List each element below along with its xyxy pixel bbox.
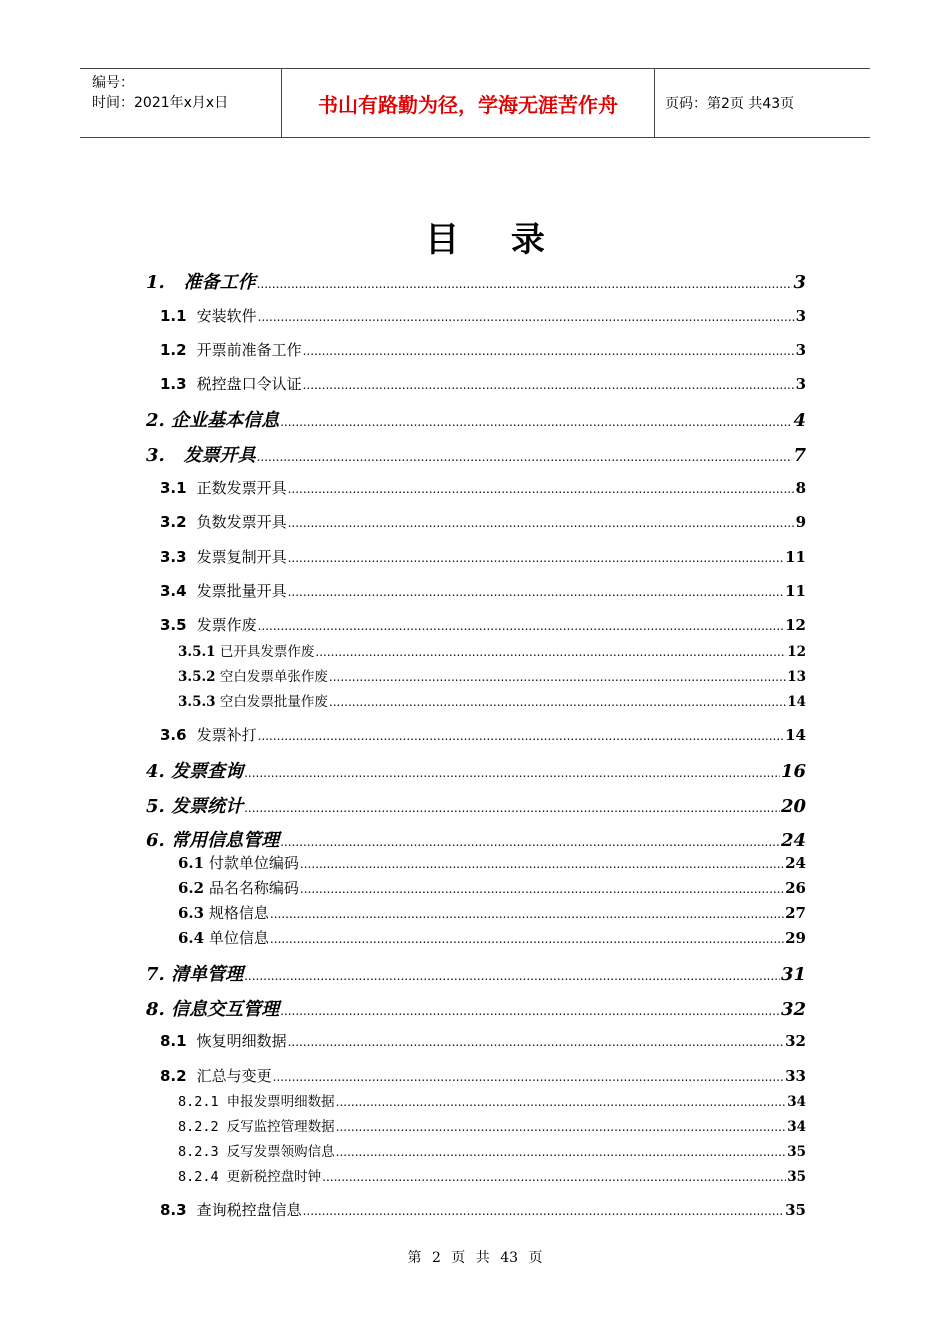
toc-label: 发票作废	[196, 616, 257, 634]
toc-label: 负数发票开具	[196, 513, 287, 531]
toc-number: 3.	[146, 445, 165, 466]
toc-leader	[288, 482, 795, 496]
toc-leader	[244, 969, 780, 983]
toc-number: 2.	[146, 410, 165, 431]
toc-page: 3	[795, 375, 806, 393]
toc-leader	[336, 1120, 787, 1134]
toc-number: 8.3	[160, 1201, 187, 1219]
toc-leader	[270, 907, 784, 921]
toc-label: 常用信息管理	[171, 830, 280, 851]
toc-page: 11	[785, 548, 806, 566]
toc-entry[interactable]	[178, 877, 806, 899]
toc-leader	[244, 801, 780, 815]
toc-label: 汇总与变更	[196, 1067, 272, 1085]
toc-page: 24	[780, 830, 806, 851]
toc-number: 8.2.4	[178, 1169, 219, 1185]
toc-label: 正数发票开具	[196, 479, 287, 497]
toc-number: 3.2	[160, 513, 187, 531]
toc-label: 品名名称编码	[208, 879, 299, 897]
toc-number: 3.3	[160, 548, 187, 566]
toc-entry[interactable]	[160, 614, 806, 636]
code-label: 编号：	[92, 75, 134, 91]
toc-entry[interactable]	[160, 1199, 806, 1221]
toc-label: 清单管理	[171, 964, 244, 985]
toc-label: 空白发票批量作废	[219, 694, 328, 710]
toc-number: 1.	[146, 272, 165, 293]
toc-entry[interactable]	[160, 339, 806, 361]
toc-leader	[315, 645, 786, 659]
toc-page: 24	[785, 854, 806, 872]
toc-leader	[300, 857, 784, 871]
toc-page: 16	[780, 761, 806, 782]
toc-entry[interactable]	[160, 580, 806, 602]
toc-number: 3.1	[160, 479, 187, 497]
toc-page: 14	[787, 694, 806, 710]
toc-entry[interactable]	[160, 477, 806, 499]
toc-page: 35	[787, 1169, 806, 1185]
toc-leader	[288, 585, 785, 599]
toc-leader	[257, 277, 793, 291]
toc-leader	[258, 619, 785, 633]
toc-entry[interactable]	[178, 1115, 806, 1135]
toc-entry[interactable]	[160, 373, 806, 395]
toc-number: 6.4	[178, 929, 205, 947]
toc-leader	[258, 729, 785, 743]
toc-label: 空白发票单张作废	[219, 669, 328, 685]
toc-page: 3	[795, 307, 806, 325]
toc-page: 29	[785, 929, 806, 947]
toc-number: 8.2.2	[178, 1119, 219, 1135]
toc-page: 13	[787, 669, 806, 685]
toc-entry[interactable]	[160, 1065, 806, 1087]
toc-number: 3.5	[160, 616, 187, 634]
page-header	[80, 68, 870, 138]
toc-entry[interactable]	[146, 268, 806, 292]
toc-page: 35	[787, 1144, 806, 1160]
toc-number: 3.6	[160, 726, 187, 744]
toc-page: 14	[785, 726, 806, 744]
toc-page: 31	[780, 964, 806, 985]
toc-entry[interactable]	[160, 724, 806, 746]
toc-number: 1.1	[160, 307, 187, 325]
toc-entry[interactable]	[160, 1030, 806, 1052]
toc-label: 信息交互管理	[171, 999, 280, 1020]
toc-label: 发票补打	[196, 726, 257, 744]
toc-label: 发票统计	[171, 796, 244, 817]
toc-number: 5.	[146, 796, 165, 817]
toc-number: 4.	[146, 761, 165, 782]
toc-leader	[303, 344, 795, 358]
toc-leader	[288, 1035, 785, 1049]
toc-number: 7.	[146, 964, 165, 985]
toc-entry[interactable]	[146, 792, 806, 816]
toc-page: 35	[785, 1201, 806, 1219]
toc-entry[interactable]	[178, 665, 806, 685]
time-label: 时间：2021年x月x日	[92, 95, 229, 111]
toc-entry[interactable]	[146, 995, 806, 1019]
toc-leader	[329, 695, 786, 709]
toc-number: 8.2.1	[178, 1094, 219, 1110]
toc-label: 开票前准备工作	[196, 341, 302, 359]
toc-page: 32	[785, 1032, 806, 1050]
toc-entry[interactable]	[178, 1140, 806, 1160]
toc-label: 恢复明细数据	[196, 1032, 287, 1050]
toc-number: 8.2	[160, 1067, 187, 1085]
toc-label: 发票批量开具	[196, 582, 287, 600]
toc-number: 8.1	[160, 1032, 187, 1050]
toc-label: 安装软件	[196, 307, 257, 325]
toc-page: 11	[785, 582, 806, 600]
toc-page: 12	[785, 616, 806, 634]
toc-page: 34	[787, 1094, 806, 1110]
toc-leader	[244, 766, 780, 780]
toc-page: 26	[785, 879, 806, 897]
toc-entry[interactable]	[160, 305, 806, 327]
toc-page: 3	[795, 341, 806, 359]
toc-leader	[303, 1204, 785, 1218]
toc-label: 单位信息	[208, 929, 269, 947]
toc-label: 更新税控盘时钟	[226, 1169, 322, 1185]
header-page-info: 页码：第2页 共43页	[665, 96, 795, 112]
toc-entry[interactable]	[146, 960, 806, 984]
toc-entry[interactable]	[178, 1165, 806, 1185]
toc-number: 3.4	[160, 582, 187, 600]
toc-entry[interactable]	[146, 406, 806, 430]
toc-page: 34	[787, 1119, 806, 1135]
toc-page: 20	[780, 796, 806, 817]
page-footer: 第 2 页 共 43 页	[407, 1250, 543, 1266]
toc-page: 27	[785, 904, 806, 922]
header-motto: 书山有路勤为径，学海无涯苦作舟	[282, 69, 655, 137]
toc-label: 反写发票领购信息	[226, 1144, 335, 1160]
header-meta	[80, 69, 282, 137]
toc-entry[interactable]	[178, 1090, 806, 1110]
toc-label: 已开具发票作废	[219, 644, 315, 660]
toc-entry[interactable]	[160, 511, 806, 533]
toc-label: 反写监控管理数据	[226, 1119, 335, 1135]
toc-entry[interactable]	[146, 757, 806, 781]
toc-number: 1.3	[160, 375, 187, 393]
toc-entry[interactable]	[146, 826, 806, 850]
toc-number: 3.5.2	[178, 669, 216, 685]
toc-label: 付款单位编码	[208, 854, 299, 872]
toc-number: 3.5.3	[178, 694, 216, 710]
toc-leader	[280, 1004, 780, 1018]
toc-number: 8.2.3	[178, 1144, 219, 1160]
toc-number: 6.1	[178, 854, 205, 872]
toc-page: 9	[795, 513, 806, 531]
toc-entry[interactable]	[146, 441, 806, 465]
page-title: 目 录	[425, 220, 565, 260]
toc-page: 32	[780, 999, 806, 1020]
toc-page: 12	[787, 644, 806, 660]
toc-page: 33	[785, 1067, 806, 1085]
toc-label: 发票复制开具	[196, 548, 287, 566]
toc-leader	[270, 932, 784, 946]
toc-leader	[288, 516, 795, 530]
toc-number: 1.2	[160, 341, 187, 359]
toc-label: 税控盘口令认证	[196, 375, 302, 393]
toc-label: 准备工作	[183, 272, 256, 293]
toc-leader	[303, 378, 795, 392]
toc-number: 3.5.1	[178, 644, 216, 660]
toc-leader	[322, 1170, 786, 1184]
toc-leader	[280, 415, 792, 429]
toc-entry[interactable]	[178, 690, 806, 710]
toc-page: 3	[793, 272, 806, 293]
toc-number: 8.	[146, 999, 165, 1020]
toc-label: 企业基本信息	[171, 410, 280, 431]
toc-page: 4	[793, 410, 806, 431]
toc-label: 规格信息	[208, 904, 269, 922]
toc-label: 发票开具	[183, 445, 256, 466]
toc-entry[interactable]	[178, 640, 806, 660]
toc-page: 7	[793, 445, 806, 466]
toc-entry[interactable]	[178, 902, 806, 924]
toc-label: 查询税控盘信息	[196, 1201, 302, 1219]
toc-leader	[258, 310, 795, 324]
toc-leader	[273, 1070, 785, 1084]
toc-entry[interactable]	[160, 546, 806, 568]
toc-leader	[336, 1145, 787, 1159]
toc-entry[interactable]	[178, 852, 806, 874]
toc-number: 6.3	[178, 904, 205, 922]
toc-leader	[300, 882, 784, 896]
toc-entry[interactable]	[178, 927, 806, 949]
toc-leader	[336, 1095, 787, 1109]
toc-leader	[257, 450, 793, 464]
toc-leader	[329, 670, 786, 684]
toc-number: 6.2	[178, 879, 205, 897]
toc-leader	[288, 551, 785, 565]
toc-leader	[280, 835, 780, 849]
toc-page: 8	[795, 479, 806, 497]
toc-label: 发票查询	[171, 761, 244, 782]
toc-number: 6.	[146, 830, 165, 851]
toc-label: 申报发票明细数据	[226, 1094, 335, 1110]
